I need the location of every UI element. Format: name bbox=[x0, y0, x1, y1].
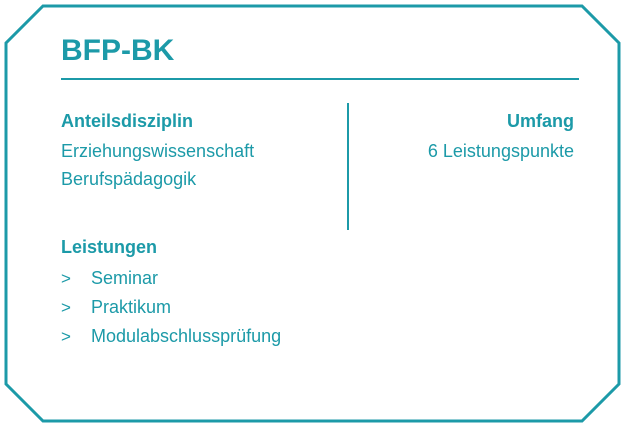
list-item bbox=[61, 322, 481, 351]
leistung-label: Seminar bbox=[91, 268, 159, 288]
anteilsdisziplin-heading: Anteilsdisziplin bbox=[61, 111, 194, 131]
page-title: BFP-BK bbox=[61, 34, 175, 67]
leistung-label: Modulabschlussprüfung bbox=[91, 326, 282, 346]
column-divider bbox=[347, 103, 349, 230]
umfang-heading: Umfang bbox=[507, 111, 574, 131]
leistungen-heading: Leistungen bbox=[61, 237, 158, 257]
leistung-label: Praktikum bbox=[91, 297, 172, 317]
chevron-right-icon: > bbox=[61, 269, 71, 288]
chevron-right-icon: > bbox=[61, 327, 71, 346]
list-item bbox=[61, 293, 481, 322]
umfang-value: 6 Leistungspunkte bbox=[427, 141, 574, 161]
leistungen-section bbox=[61, 234, 481, 351]
leistungen-list bbox=[61, 264, 481, 351]
umfang-section bbox=[384, 108, 574, 165]
anteilsdisziplin-line-1: Erziehungswissenschaft bbox=[61, 141, 255, 161]
anteilsdisziplin-section bbox=[61, 108, 331, 193]
title-divider bbox=[61, 78, 579, 80]
chevron-right-icon: > bbox=[61, 298, 71, 317]
anteilsdisziplin-line-2: Berufspädagogik bbox=[61, 169, 197, 189]
list-item bbox=[61, 264, 481, 293]
